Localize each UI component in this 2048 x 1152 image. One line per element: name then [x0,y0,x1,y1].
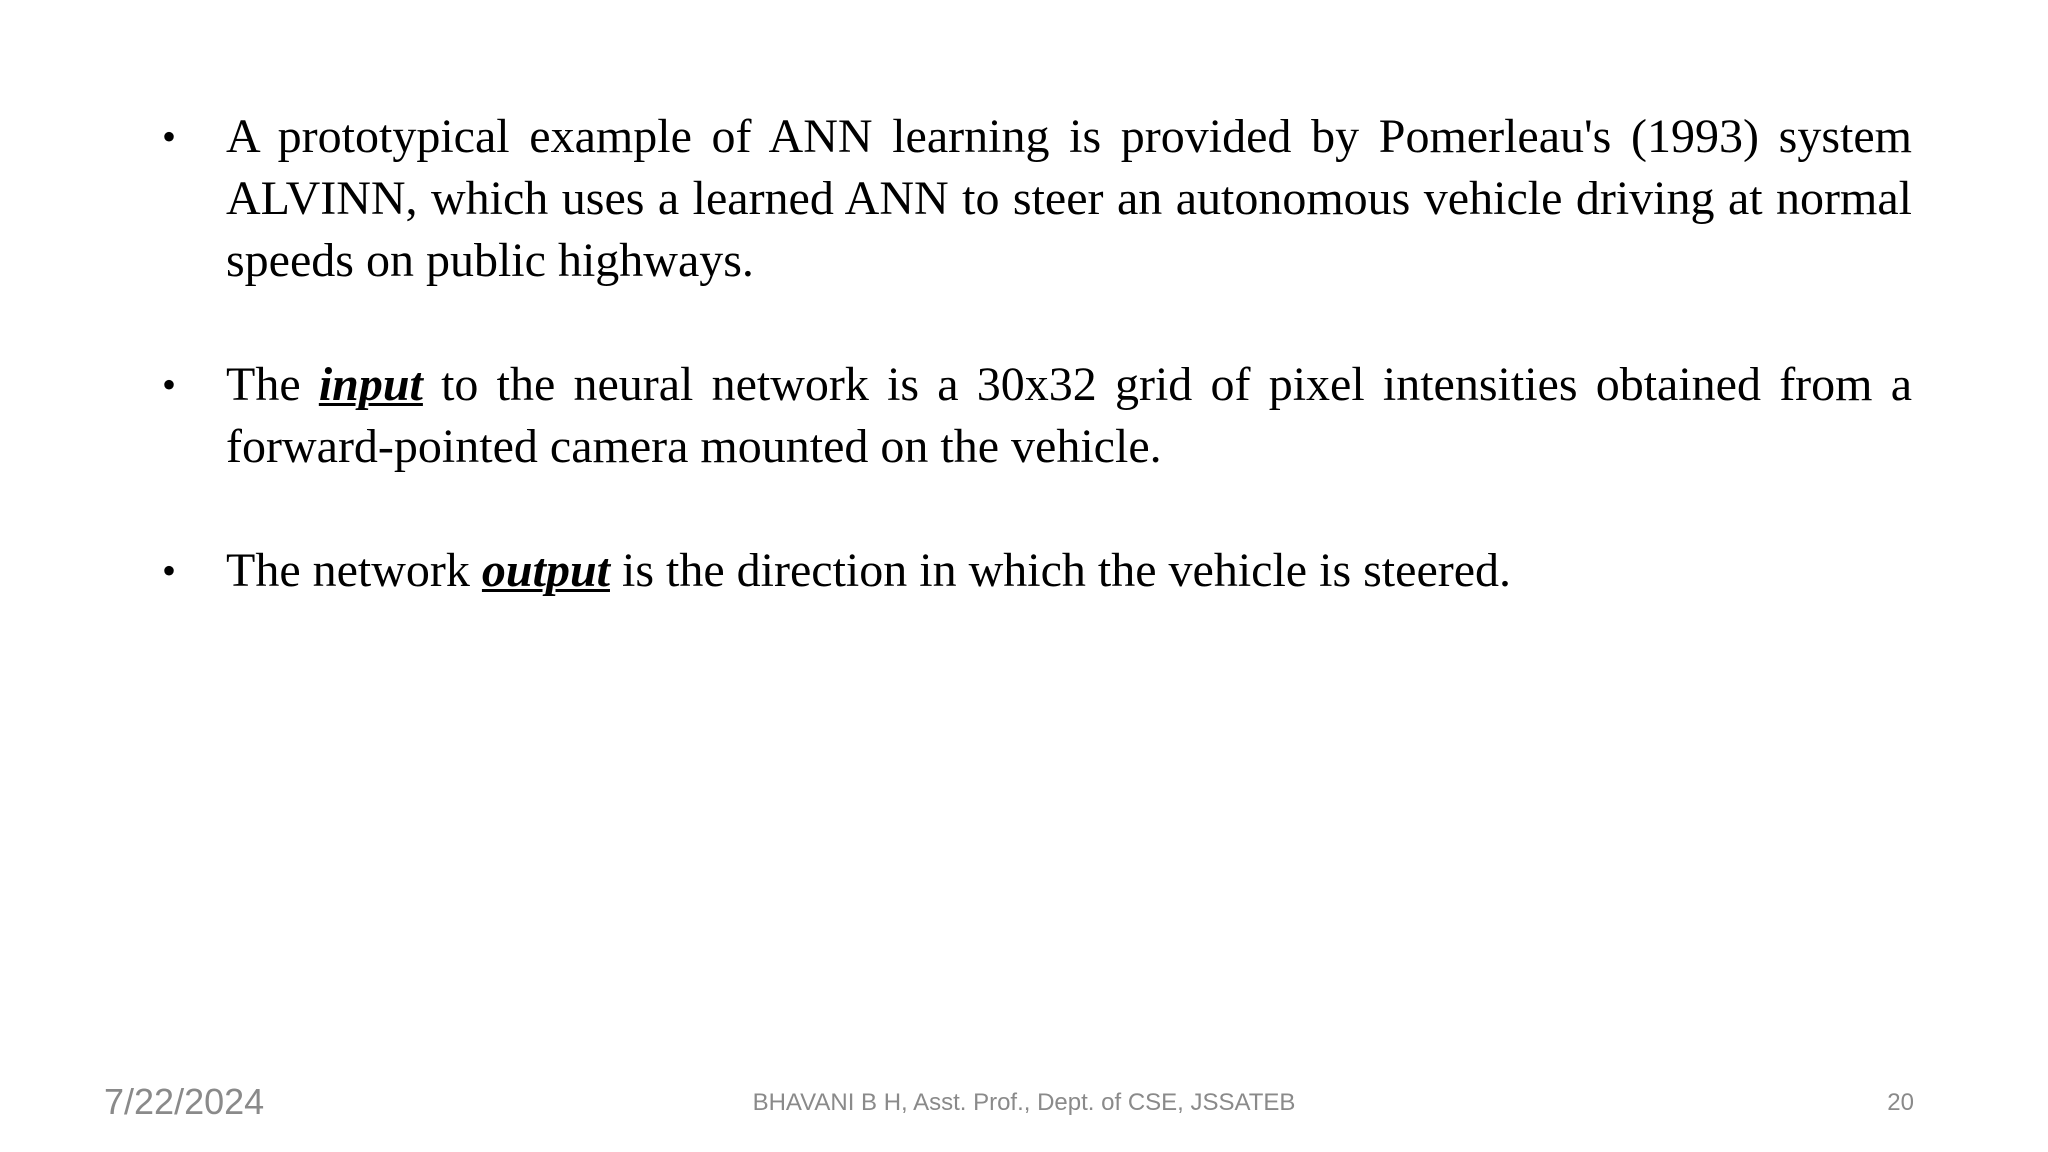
bullet-text-before: The [226,358,319,411]
bullet-icon: • [162,548,177,593]
emphasis-input: input [318,358,423,411]
bullet-list [160,106,1912,664]
bullet-text: A prototypical example of ANN learning is provided by Pomerleau's (1993) system ALVINN, which uses a learned ANN to steer an autonomous vehicle driving at normal speeds on public highways. [226,110,1912,287]
bullet-item-input [160,354,1912,478]
bullet-item-output [160,540,1912,602]
footer-date: 7/22/2024 [104,1081,265,1122]
bullet-text-before: The network [226,544,482,597]
emphasis-output: output [481,544,610,597]
bullet-text-after: to the neural network is a 30x32 grid of pixel intensities obtained from a forward-pointed camera mounted on the vehicle. [226,358,1912,473]
bullet-text-after: is the direction in which the vehicle is steered. [609,544,1512,597]
bullet-item-alvinn [160,106,1912,292]
bullet-icon: • [162,114,177,159]
footer-author: BHAVANI B H, Asst. Prof., Dept. of CSE, JSSATEB [752,1089,1296,1116]
page-number: 20 [1887,1089,1914,1116]
bullet-icon: • [162,362,177,407]
